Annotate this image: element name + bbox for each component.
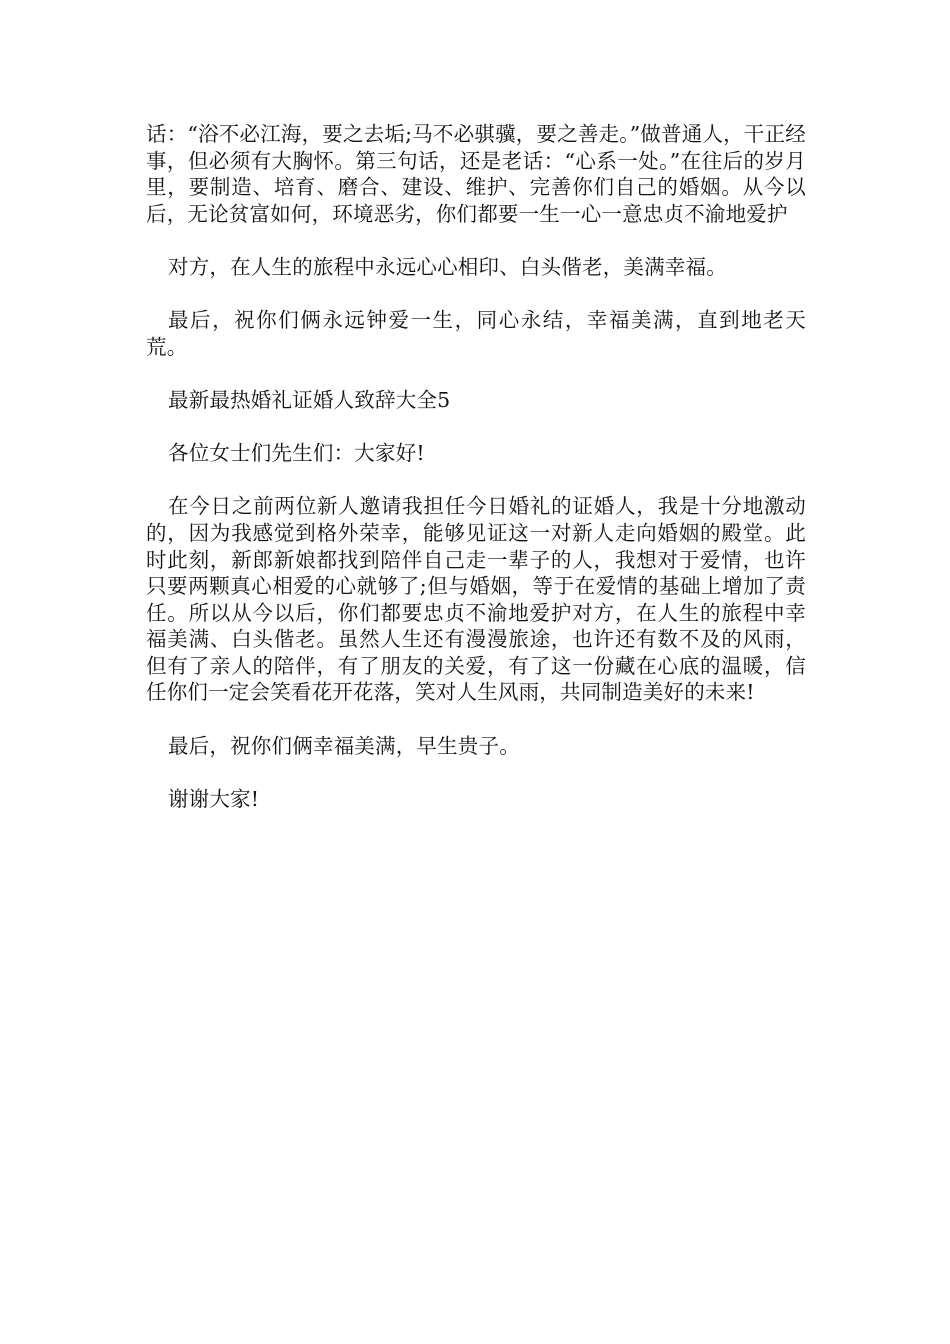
paragraph-speech-continuation-end: 对方，在人生的旅程中永远心心相印、白头偕老，美满幸福。 [168,254,727,279]
paragraph-speech-continuation: 话：“浴不必江海，要之去垢;马不必骐骥，要之善走。”做普通人，干正经事，但必须有大胸怀。第三句话，还是老话：“心系一处。”在往后的岁月里，要制造、培育、磨合、建设、维护、完善你们自己的婚姻。从今以后，无论贫富如何，环境恶劣，你们都要一生一心一意忠贞不渝地爱护 [146,122,806,226]
document-page [146,121,806,839]
paragraph-thanks: 谢谢大家! [168,786,260,811]
paragraph-final-wish: 最后，祝你们俩幸福美满，早生贵子。 [168,733,520,758]
paragraph-greeting: 各位女士们先生们：大家好! [168,441,425,466]
paragraph-speech-body: 在今日之前两位新人邀请我担任今日婚礼的证婚人，我是十分地激动的，因为我感觉到格外荣幸，能够见证这一对新人走向婚姻的殿堂。此时此刻，新郎新娘都找到陪伴自己走一辈子的人，我想对于爱情，也许只要两颗真心相爱的心就够了;但与婚姻，等于在爱情的基础上增加了责任。所以从今以后，你们都要忠贞不渝地爱护对方，在人生的旅程中幸福美满、白头偕老。虽然人生还有漫漫旅途，也许还有数不及的风雨，但有了亲人的陪伴，有了朋友的关爱，有了这一份藏在心底的温暖，信任你们一定会笑看花开花落，笑对人生风雨，共同制造美好的未来! [146,494,806,705]
section-heading: 最新最热婚礼证婚人致辞大全5 [168,387,451,412]
paragraph-closing-wish: 最后，祝你们俩永远钟爱一生，同心永结，幸福美满，直到地老天荒。 [146,308,806,359]
